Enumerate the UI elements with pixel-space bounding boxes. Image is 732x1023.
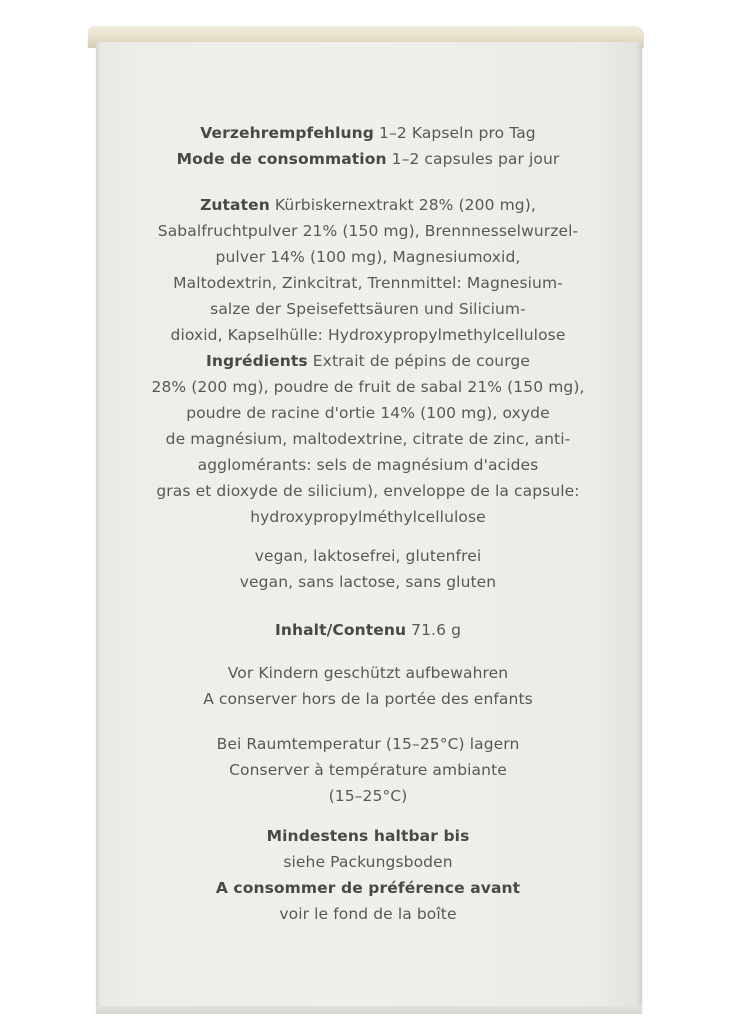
- ingredients-fr-line-2: 28% (200 mg), poudre de fruit de sabal 21% (150 mg),: [151, 378, 585, 396]
- diet-fr: vegan, sans lactose, sans gluten: [239, 573, 497, 591]
- ingredients-fr-line-4: de magnésium, maltodextrine, citrate de zinc, anti-: [165, 430, 571, 448]
- box-bottom-edge: [96, 1006, 642, 1014]
- ingredients-fr-text-1: Extrait de pépins de courge: [307, 352, 530, 370]
- best-before-de-heading: Mindestens haltbar bis: [266, 827, 470, 845]
- usage-fr-heading: Mode de consommation: [176, 150, 387, 168]
- diet-block: [110, 543, 626, 595]
- best-before-fr-text: voir le fond de la boîte: [279, 905, 457, 923]
- ingredients-de-line-1: [110, 192, 626, 218]
- content-block: [110, 617, 626, 643]
- ingredients-fr-line-3: poudre de racine d'ortie 14% (100 mg), oxyde: [186, 404, 550, 422]
- content-value: 71.6 g: [406, 621, 462, 639]
- ingredients-fr-line-1: [110, 348, 626, 374]
- ingredients-de-line-4: Maltodextrin, Zinkcitrat, Trennmittel: Magnesium-: [173, 274, 563, 292]
- usage-de-heading: Verzehrempfehlung: [200, 124, 374, 142]
- ingredients-block: [110, 192, 626, 530]
- best-before-de-text: siehe Packungsboden: [283, 853, 453, 871]
- ingredients-de-heading: Zutaten: [200, 196, 270, 214]
- children-warning-block: [110, 660, 626, 712]
- ingredients-fr-heading: Ingrédients: [206, 352, 308, 370]
- content-heading: Inhalt/Contenu: [274, 621, 407, 639]
- ingredients-fr-line-5: agglomérants: sels de magnésium d'acides: [197, 456, 539, 474]
- children-de: Vor Kindern geschützt aufbewahren: [227, 664, 509, 682]
- ingredients-de-line-5: salze der Speisefettsäuren und Silicium-: [210, 300, 526, 318]
- best-before-block: [110, 823, 626, 927]
- ingredients-de-line-2: Sabalfruchtpulver 21% (150 mg), Brennnesselwurzel-: [157, 222, 579, 240]
- usage-de-line: [110, 120, 626, 146]
- best-before-fr-heading: A consommer de préférence avant: [215, 879, 521, 897]
- storage-fr-line-2: (15–25°C): [328, 787, 408, 805]
- children-fr: A conserver hors de la portée des enfants: [203, 690, 533, 708]
- content-line: [110, 617, 626, 643]
- ingredients-fr-line-6: gras et dioxyde de silicium), enveloppe de la capsule:: [156, 482, 580, 500]
- usage-fr-text: 1–2 capsules par jour: [386, 150, 560, 168]
- storage-block: [110, 731, 626, 809]
- ingredients-fr-line-7: hydroxypropylméthylcellulose: [250, 508, 486, 526]
- storage-de: Bei Raumtemperatur (15–25°C) lagern: [216, 735, 520, 753]
- ingredients-de-text-1: Kürbiskernextrakt 28% (200 mg),: [269, 196, 536, 214]
- usage-fr-line: [110, 146, 626, 172]
- ingredients-de-line-6: dioxid, Kapselhülle: Hydroxypropylmethylcellulose: [170, 326, 566, 344]
- ingredients-de-line-3: pulver 14% (100 mg), Magnesiumoxid,: [215, 248, 521, 266]
- usage-block: [110, 120, 626, 172]
- diet-de: vegan, laktosefrei, glutenfrei: [254, 547, 482, 565]
- usage-de-text: 1–2 Kapseln pro Tag: [374, 124, 536, 142]
- storage-fr-line-1: Conserver à température ambiante: [229, 761, 507, 779]
